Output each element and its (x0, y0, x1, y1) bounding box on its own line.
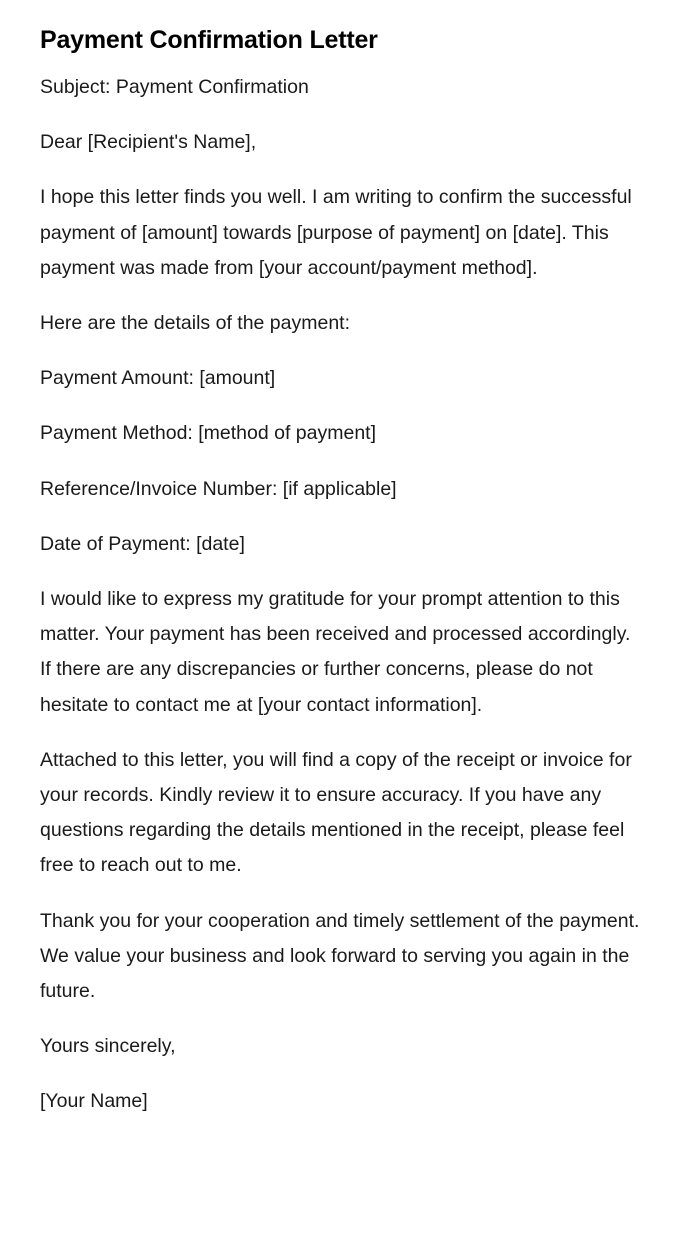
reference-number-line: Reference/Invoice Number: [if applicable] (40, 477, 397, 500)
subject-line: Subject: Payment Confirmation (40, 76, 309, 98)
intro-paragraph: I hope this letter finds you well. I am writing to confirm the successful payment of [amount] towards [purpose of payment] on [date]. This payment was made from [your account/payment method]. (40, 186, 632, 279)
details-intro: Here are the details of the payment: (40, 312, 351, 335)
gratitude-paragraph: I would like to express my gratitude for your prompt attention to this matter. Your payment has been received and processed accordingly. If there are any discrepancies or further concerns, please do not hesitate to contact me at [your contact information]. (40, 588, 631, 716)
sign-off: Yours sincerely, (40, 1035, 176, 1058)
payment-amount-line: Payment Amount: [amount] (40, 367, 276, 390)
closing-paragraph: Thank you for your cooperation and timely settlement of the payment. We value your business and look forward to serving you again in the future. (40, 909, 640, 1003)
attachment-paragraph: Attached to this letter, you will find a copy of the receipt or invoice for your records. Kindly review it to ensure accuracy. If you have any questions regarding the details mentioned in the receipt, please feel free to reach out to me. (40, 748, 632, 877)
salutation: Dear [Recipient's Name], (40, 131, 257, 154)
letter-document (40, 22, 646, 1140)
signature-name: [Your Name] (40, 1090, 148, 1113)
letter-title: Payment Confirmation Letter (40, 26, 378, 54)
payment-method-line: Payment Method: [method of payment] (40, 422, 377, 445)
payment-date-line: Date of Payment: [date] (40, 532, 245, 555)
